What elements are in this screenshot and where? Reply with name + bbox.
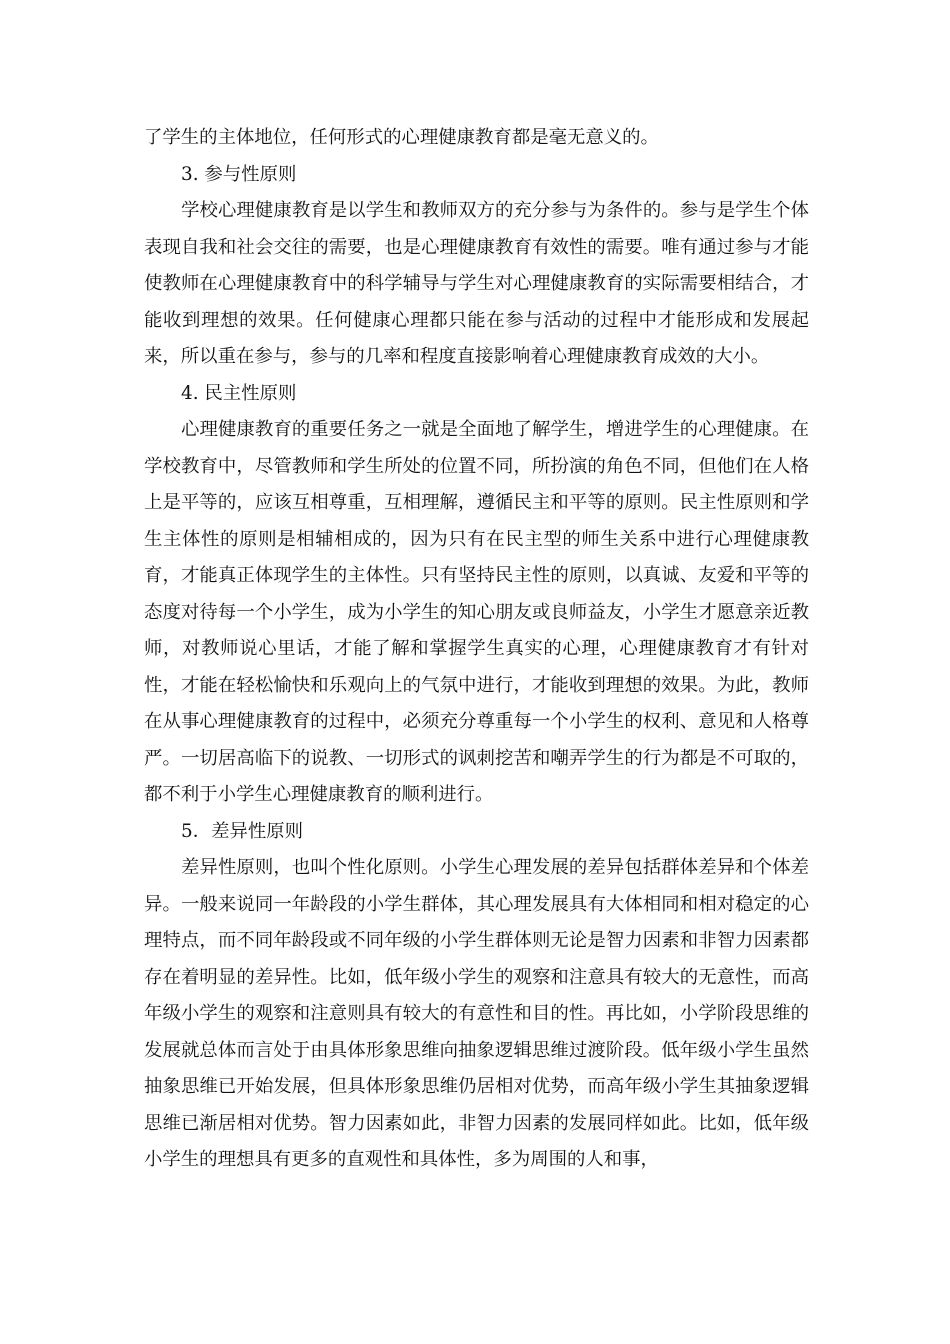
paragraph-continuation: 了学生的主体地位，任何形式的心理健康教育都是毫无意义的。 [144,127,659,148]
section-heading-democracy: 4. 民主性原则 [181,382,297,404]
section-heading-difference: 5．差异性原则 [181,820,304,842]
paragraph-participation: 学校心理健康教育是以学生和教师双方的充分参与为条件的。参与是学生个体表现自我和社会交往的需要，也是心理健康教育有效性的需要。唯有通过参与才能使教师在心理健康教育中的科学辅导与学生对心理健康教育的实际需要相结合，才能收到理想的效果。任何健康心理都只能在参与活动的过程中才能形成和发展起来，所以重在参与，参与的几率和程度直接影响着心理健康教育成效的大小。 [144,200,809,367]
paragraph-democracy: 心理健康教育的重要任务之一就是全面地了解学生，增进学生的心理健康。在学校教育中，尽管教师和学生所处的位置不同，所扮演的角色不同，但他们在人格上是平等的，应该互相尊重，互相理解，遵循民主和平等的原则。民主性原则和学生主体性的原则是相辅相成的，因为只有在民主型的师生关系中进行心理健康教育，才能真正体现学生的主体性。只有坚持民主性的原则，以真诚、友爱和平等的态度对待每一个小学生，成为小学生的知心朋友或良师益友，小学生才愿意亲近教师，对教师说心里话，才能了解和掌握学生真实的心理，心理健康教育才有针对性，才能在轻松愉快和乐观向上的气氛中进行，才能收到理想的效果。为此，教师在从事心理健康教育的过程中，必须充分尊重每一个小学生的权利、意见和人格尊严。一切居高临下的说教、一切形式的讽刺挖苦和嘲弄学生的行为都是不可取的，都不利于小学生心理健康教育的顺利进行。 [144,419,809,805]
paragraph-difference: 差异性原则，也叫个性化原则。小学生心理发展的差异包括群体差异和个体差异。一般来说同一年龄段的小学生群体，其心理发展具有大体相同和相对稳定的心理特点，而不同年龄段或不同年级的小学生群体则无论是智力因素和非智力因素都存在着明显的差异性。比如，低年级小学生的观察和注意具有较大的无意性，而高年级小学生的观察和注意则具有较大的有意性和目的性。再比如，小学阶段思维的发展就总体而言处于由具体形象思维向抽象逻辑思维过渡阶段。低年级小学生虽然抽象思维已开始发展，但具体形象思维仍居相对优势，而高年级小学生其抽象逻辑思维已渐居相对优势。智力因素如此，非智力因素的发展同样如此。比如，低年级小学生的理想具有更多的直观性和具体性，多为周围的人和事， [144,857,809,1170]
section-heading-participation: 3. 参与性原则 [181,163,297,185]
document-page [144,120,809,1179]
